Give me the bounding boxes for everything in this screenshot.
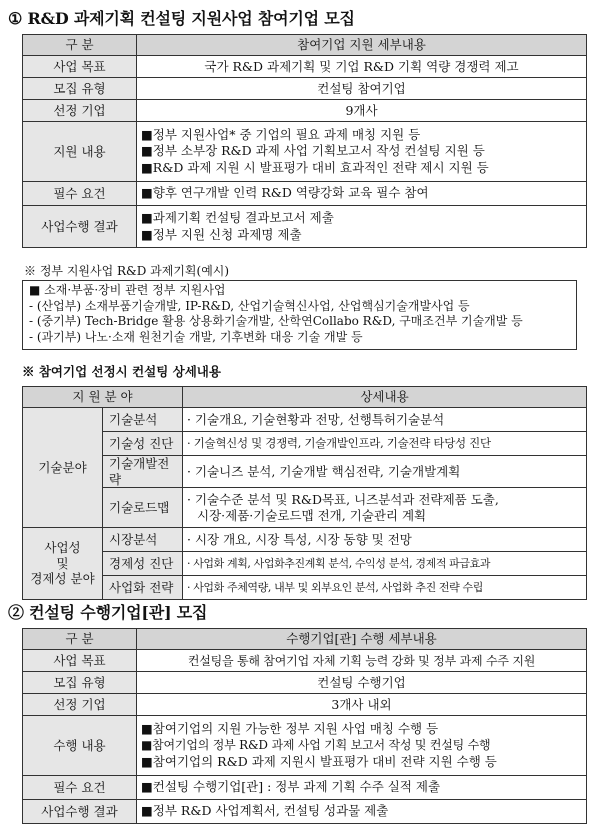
section2-header-details: 수행기업[관] 수행 세부내용 xyxy=(137,629,587,650)
section1-header-details: 참여기업 지원 세부내용 xyxy=(137,35,587,56)
detail-header-area: 지 원 분 야 xyxy=(23,387,183,408)
detail-content: · 기술니즈 분석, 기술개발 핵심전략, 기술개발계획 xyxy=(183,456,587,488)
row-label: 선정 기업 xyxy=(23,100,137,122)
list-item: ■참여기업의 정부 R&D 과제 사업 기획 보고서 작성 및 컨설팅 수행 xyxy=(141,738,491,753)
detail-content: · 사업화 주체역량, 내부 및 외부요인 분석, 사업화 추진 전략 수립 xyxy=(183,576,587,600)
row-label: 사업 목표 xyxy=(23,650,137,672)
detail-line: · 기술수준 분석 및 R&D목표, 니즈분석과 전략제품 도출, xyxy=(187,492,499,507)
sub-area: 기술분석 xyxy=(103,408,183,432)
note-box xyxy=(22,280,577,350)
sub-area: 기술성 진단 xyxy=(103,432,183,456)
sub-area: 시장분석 xyxy=(103,528,183,552)
detail-header-content: 상세내용 xyxy=(183,387,587,408)
row-value xyxy=(137,776,587,800)
row-value xyxy=(137,206,587,248)
detail-content: · 기술혁신성 및 경쟁력, 기술개발인프라, 기술전략 타당성 진단 xyxy=(183,432,587,456)
note-line: ■ 소재·부품·장비 관련 정부 지원사업 xyxy=(29,283,226,297)
list-item: ■정부 지원 신청 과제명 제출 xyxy=(141,226,302,242)
area-line: 사업성 xyxy=(44,540,81,556)
sub-area: 경제성 진단 xyxy=(103,552,183,576)
row-label: 사업수행 결과 xyxy=(23,800,137,824)
section1-table xyxy=(22,34,587,248)
list-item: ■과제기획 컨설팅 결과보고서 제출 xyxy=(141,210,334,225)
detail-content: · 기술개요, 기술현황과 전망, 선행특허기술분석 xyxy=(183,408,587,432)
list-item: ■컨설팅 수행기업[관] : 정부 과제 기획 수주 실적 제출 xyxy=(141,779,441,795)
sub-area: 기술개발전략 xyxy=(103,456,183,488)
row-value: 컨설팅 수행기업 xyxy=(137,672,587,694)
note-line: - (중기부) Tech-Bridge 활용 상용화기술개발, 산학연Collabo R&D, 구매조건부 기술개발 등 xyxy=(29,314,523,328)
row-value xyxy=(137,716,587,776)
section1-title: ① R&D 과제기획 컨설팅 지원사업 참여기업 모집 xyxy=(8,9,355,28)
row-label: 수행 내용 xyxy=(23,716,137,776)
row-label: 필수 요건 xyxy=(23,776,137,800)
detail-content xyxy=(183,488,587,528)
row-label: 사업수행 결과 xyxy=(23,206,137,248)
detail-content: · 사업화 계획, 사업화추진계획 분석, 수익성 분석, 경제적 파급효과 xyxy=(183,552,587,576)
detail-line: 시장·제품·기술로드맵 전개, 기술관리 계획 xyxy=(197,507,427,523)
row-value xyxy=(137,122,587,182)
row-label: 선정 기업 xyxy=(23,694,137,716)
section2-header-category: 구 분 xyxy=(23,629,137,650)
row-value xyxy=(137,182,587,206)
sub-area: 기술로드맵 xyxy=(103,488,183,528)
list-item: ■참여기업의 R&D 과제 지원시 발표평가 대비 전략 지원 수행 등 xyxy=(141,753,497,769)
note-line: - (과기부) 나노·소재 원천기술 개발, 기후변화 대응 기술 개발 등 xyxy=(29,329,363,344)
row-label: 모집 유형 xyxy=(23,672,137,694)
section1-header-category: 구 분 xyxy=(23,35,137,56)
detail-title: ※ 참여기업 선정시 컨설팅 상세내용 xyxy=(22,364,221,379)
list-item: ■정부 지원사업* 중 기업의 필요 과제 매칭 지원 등 xyxy=(141,126,421,142)
list-item: ■참여기업의 지원 가능한 정부 지원 사업 매칭 수행 등 xyxy=(141,720,439,736)
row-label: 모집 유형 xyxy=(23,78,137,100)
sub-area: 사업화 전략 xyxy=(103,576,183,600)
detail-content: · 시장 개요, 시장 특성, 시장 동향 및 전망 xyxy=(183,528,587,552)
row-value: 컨설팅 참여기업 xyxy=(137,78,587,100)
row-value: 국가 R&D 과제기획 및 기업 R&D 기획 역량 경쟁력 제고 xyxy=(137,56,587,78)
row-value: 컨설팅을 통해 참여기업 자체 기획 능력 강화 및 정부 과제 수주 지원 xyxy=(137,650,587,672)
area-tech: 기술분야 xyxy=(23,408,103,528)
area-line: 경제성 분야 xyxy=(30,571,95,587)
detail-table xyxy=(22,386,587,600)
note-line: - (산업부) 소재부품기술개발, IP-R&D, 산업기술혁신사업, 산업핵심기술개발사업 등 xyxy=(29,298,470,313)
row-value: 3개사 내외 xyxy=(137,694,587,716)
list-item: ■정부 소부장 R&D 과제 사업 기획보고서 작성 컨설팅 지원 등 xyxy=(141,143,485,159)
section2-table xyxy=(22,628,587,824)
row-label: 사업 목표 xyxy=(23,56,137,78)
area-business xyxy=(23,528,103,600)
row-label: 지원 내용 xyxy=(23,122,137,182)
list-item: ■R&D 과제 지원 시 발표평가 대비 효과적인 전략 제시 지원 등 xyxy=(141,159,489,175)
note-title: ※ 정부 지원사업 R&D 과제기획(예시) xyxy=(24,264,230,278)
row-value xyxy=(137,800,587,824)
area-line: 및 xyxy=(56,555,69,571)
section2-title: ② 컨설팅 수행기업[관] 모집 xyxy=(8,603,208,622)
row-value: 9개사 xyxy=(137,100,587,122)
list-item: ■향후 연구개발 인력 R&D 역량강화 교육 필수 참여 xyxy=(141,185,429,201)
list-item: ■정부 R&D 사업계획서, 컨설팅 성과물 제출 xyxy=(141,803,389,819)
row-label: 필수 요건 xyxy=(23,182,137,206)
